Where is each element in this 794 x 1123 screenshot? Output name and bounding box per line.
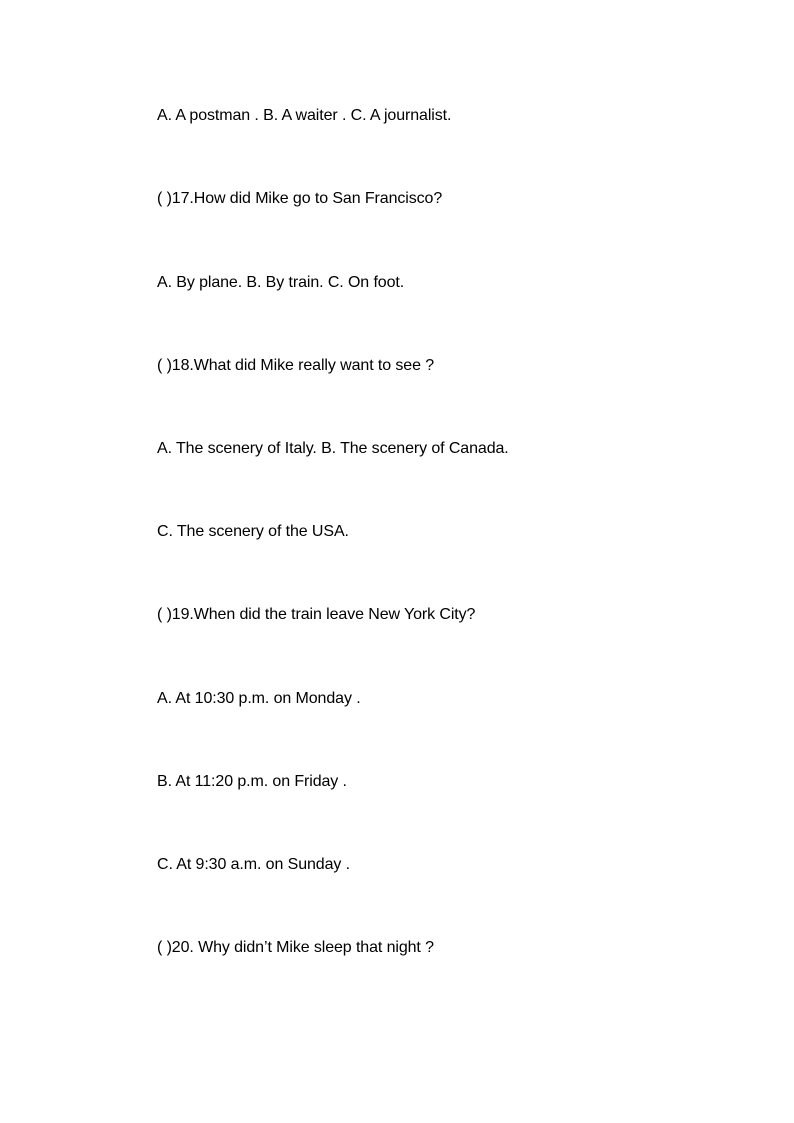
question-20: ( )20. Why didn’t Mike sleep that night ?	[157, 939, 434, 956]
q18-answer-option-c: C. The scenery of the USA.	[157, 523, 349, 540]
question-17: ( )17.How did Mike go to San Francisco?	[157, 190, 443, 207]
question-19: ( )19.When did the train leave New York City?	[157, 606, 476, 623]
question-18: ( )18.What did Mike really want to see ?	[157, 357, 435, 374]
q19-answer-option-c: C. At 9:30 a.m. on Sunday .	[157, 856, 350, 873]
q19-answer-option-a: A. At 10:30 p.m. on Monday .	[157, 690, 361, 707]
q18-answer-options-ab: A. The scenery of Italy. B. The scenery of Canada.	[157, 440, 509, 457]
q19-answer-option-b: B. At 11:20 p.m. on Friday .	[157, 773, 347, 790]
q16-answer-options: A. A postman . B. A waiter . C. A journalist.	[157, 107, 452, 124]
q17-answer-options: A. By plane. B. By train. C. On foot.	[157, 274, 405, 291]
